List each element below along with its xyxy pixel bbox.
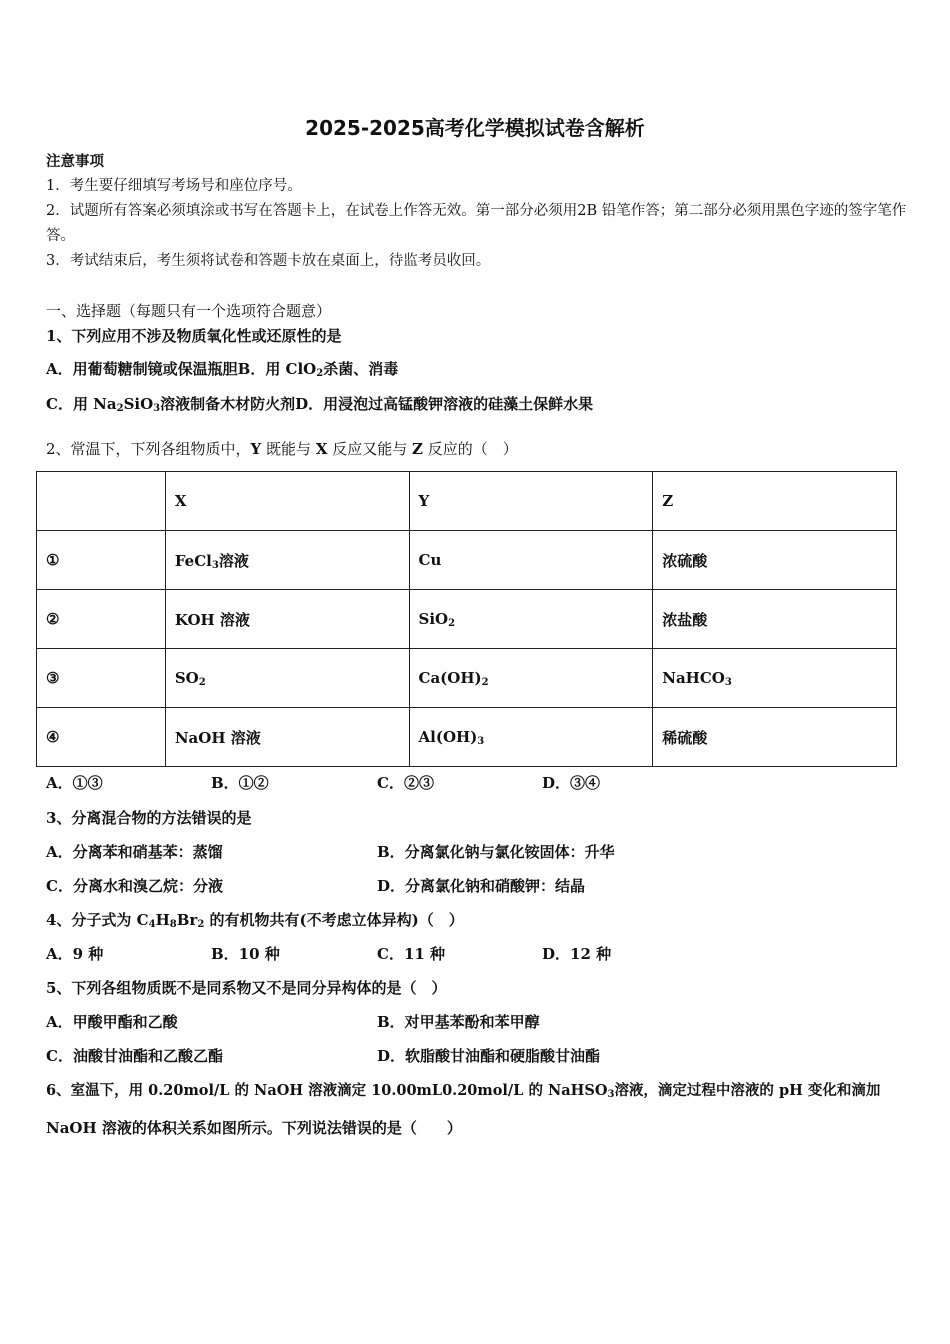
table-cell: NaOH 溶液 bbox=[165, 708, 409, 767]
table-cell: ① bbox=[37, 531, 166, 590]
page-title: 2025-2025高考化学模拟试卷含解析 bbox=[305, 116, 645, 140]
q1-options-cd bbox=[46, 394, 593, 414]
q1-option-a: A．用葡萄糖制镜或保温瓶胆 bbox=[46, 360, 238, 378]
table-cell: NaHCO$_3$ bbox=[653, 649, 897, 708]
table-cell: $SO_2$ bbox=[165, 649, 409, 708]
table-row bbox=[37, 649, 897, 708]
q1-option-b: B．用 ClO$_2$杀菌、消毒 bbox=[237, 360, 399, 379]
q5-option-b: B．对甲基苯酚和苯甲醇 bbox=[377, 1013, 540, 1031]
q4-option-c: C．11 种 bbox=[377, 945, 446, 963]
table-cell: ③ bbox=[37, 649, 166, 708]
table-cell: 浓盐酸 bbox=[653, 590, 897, 649]
q2-option-a: A．①③ bbox=[46, 774, 103, 792]
table-row bbox=[37, 708, 897, 767]
notice-heading: 注意事项 bbox=[46, 153, 104, 170]
q4-option-b: B．10 种 bbox=[211, 945, 280, 963]
q6-stem-line1: 6、室温下，用 0.20mol/L 的 NaOH 溶液滴定 10.00mL0.20mol/L 的 NaHSO$_3$溶液，滴定过程中溶液的 pH 变化和滴加 bbox=[46, 1082, 881, 1100]
notice-item-3: 3．考试结束后，考生须将试卷和答题卡放在桌面上，待监考员收回。 bbox=[46, 253, 491, 269]
table-cell: KOH 溶液 bbox=[165, 590, 409, 649]
notice-item-1: 1．考生要仔细填写考场号和座位序号。 bbox=[46, 178, 302, 194]
table-cell: 浓硫酸 bbox=[653, 531, 897, 590]
table-row bbox=[37, 590, 897, 649]
q3-option-d: D．分离氯化钠和硝酸钾：结晶 bbox=[377, 877, 586, 895]
q2-option-b: B．①② bbox=[211, 774, 269, 792]
q4-option-a: A．9 种 bbox=[46, 945, 104, 963]
q2-option-d: D．③④ bbox=[542, 774, 601, 792]
q3-option-c: C．分离水和溴乙烷：分液 bbox=[46, 877, 223, 895]
table-row bbox=[37, 531, 897, 590]
q4-stem: 4、分子式为 $C_4H_8Br_2$ 的有机物共有(不考虑立体异构)（ ） bbox=[46, 911, 464, 930]
section-heading: 一、选择题（每题只有一个选项符合题意） bbox=[46, 302, 332, 320]
q2-stem: 2、常温下，下列各组物质中，Y 既能与 X 反应又能与 Z 反应的（ ） bbox=[46, 440, 518, 458]
q5-option-c: C．油酸甘油酯和乙酸乙酯 bbox=[46, 1047, 223, 1065]
table-cell: $Al(OH)_3$ bbox=[409, 708, 653, 767]
q1-stem: 1、下列应用不涉及物质氧化性或还原性的是 bbox=[46, 327, 342, 345]
table-cell: $Ca(OH)_2$ bbox=[409, 649, 653, 708]
q1-options-ab bbox=[46, 359, 398, 379]
q3-stem: 3、分离混合物的方法错误的是 bbox=[46, 809, 252, 827]
q5-option-d: D．软脂酸甘油酯和硬脂酸甘油酯 bbox=[377, 1047, 601, 1065]
q3-option-b: B．分离氯化钠与氯化铵固体：升华 bbox=[377, 843, 615, 861]
notice-item-2: 2．试题所有答案必须填涂或书写在答题卡上，在试卷上作答无效。第一部分必须用2B 铅笔作答；第二部分必须用黑色字迹的签字笔作答。 bbox=[46, 203, 907, 244]
q5-stem: 5、下列各组物质既不是同系物又不是同分异构体的是（ ） bbox=[46, 979, 447, 997]
table-header-cell: Z bbox=[653, 472, 897, 531]
table-cell: FeCl$_3$溶液 bbox=[165, 531, 409, 590]
table-cell: Cu bbox=[409, 531, 653, 590]
table-cell: ② bbox=[37, 590, 166, 649]
table-header-cell: Y bbox=[409, 472, 653, 531]
table-header-cell: X bbox=[165, 472, 409, 531]
table-cell: 稀硫酸 bbox=[653, 708, 897, 767]
q2-option-c: C．②③ bbox=[377, 774, 434, 792]
q2-table bbox=[36, 471, 897, 767]
table-cell: SiO$_2$ bbox=[409, 590, 653, 649]
table-header-row bbox=[37, 472, 897, 531]
table-cell: ④ bbox=[37, 708, 166, 767]
q3-option-a: A．分离苯和硝基苯：蒸馏 bbox=[46, 843, 223, 861]
q6-stem-line2: NaOH 溶液的体积关系如图所示。下列说法错误的是（ ） bbox=[46, 1119, 462, 1137]
table-header-cell bbox=[37, 472, 166, 531]
q5-option-a: A．甲酸甲酯和乙酸 bbox=[46, 1013, 178, 1031]
q1-option-c: C．用 $Na_2SiO_3$溶液制备木材防火剂 bbox=[46, 395, 296, 414]
notice-section bbox=[46, 149, 908, 274]
q1-option-d: D．用浸泡过高锰酸钾溶液的硅藻土保鲜水果 bbox=[295, 395, 594, 413]
q4-option-d: D．12 种 bbox=[542, 945, 612, 963]
